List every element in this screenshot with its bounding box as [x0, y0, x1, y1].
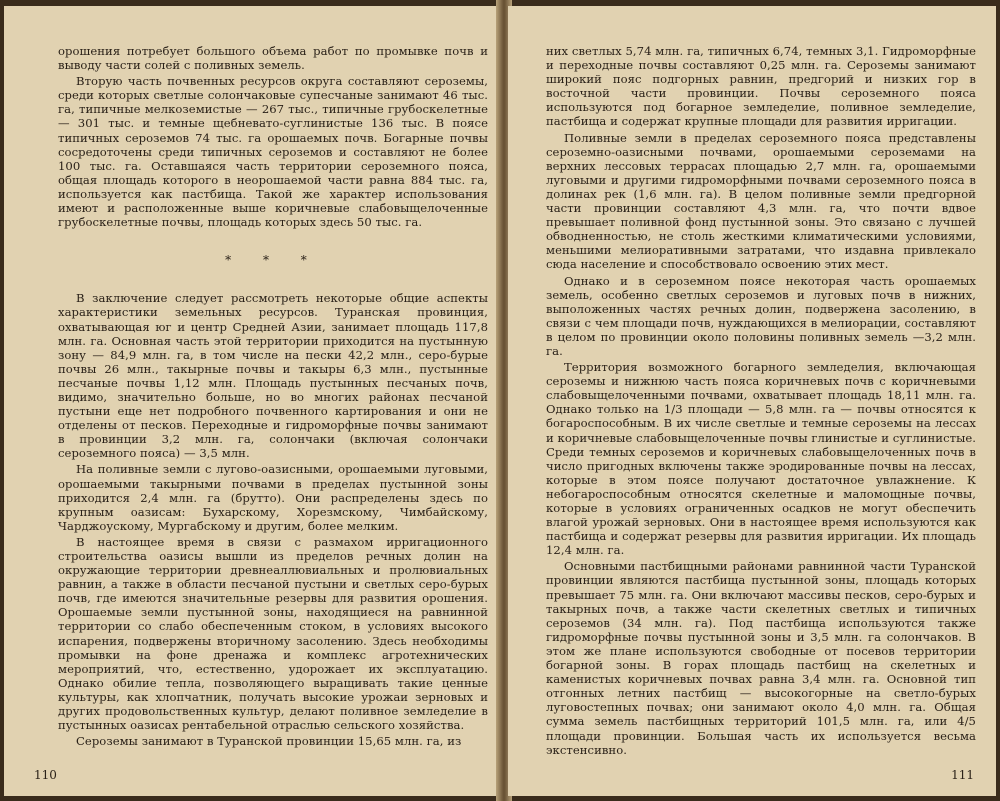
page-number-right: 111	[951, 768, 974, 782]
paragraph: На поливные земли с лугово-оазисными, орошаемыми луговыми, орошаемыми такырными почвами в пределах пустынной зоны приходится 2,4 млн. га (брутто). Они распределены здесь по крупным оазисам: Бухарскому, Хорезмскому, Чимбайскому, Чарджоускому, Мургабскому и другим, более мелким.	[58, 462, 488, 533]
left-text-column	[58, 44, 488, 748]
page-number-left: 110	[34, 768, 57, 782]
paragraph: Поливные земли в пределах сероземного пояса представлены сероземно-оазисными почвами, орошаемыми сероземами на верхних лессовых террасах площадью 2,7 млн. га, орошаемыми луговыми и другими гидроморфными почвами сероземного пояса в долинах рек (1,6 млн. га). В целом поливные земли предгорной части провинции составляют 4,3 млн. га, что почти вдвое превышает поливной фонд пустынной зоны. Это связано с лучшей обводненностью, не столь жесткими климатическими условиями, меньшими мелиоративными затратами, что издавна привлекало сюда население и способствовало освоению этих мест.	[546, 130, 976, 272]
section-divider: * * *	[225, 253, 321, 268]
left-page	[4, 6, 500, 796]
right-text-column	[546, 44, 976, 757]
paragraph: Вторую часть почвенных ресурсов округа составляют сероземы, среди которых светлые солончаковые супесчаные занимают 46 тыс. га, типичные мелкоземистые — 267 тыс., типичные грубоскелетные — 301 тыс. и темные щебневато-суглинистые 136 тыс. В поясе типичных сероземов 74 тыс. га орошаемых почв. Богарные почвы сосредоточены среди типичных сероземов и составляют не более 100 тыс. га. Оставшаяся часть территории сероземного пояса, общая площадь которого в неорошаемой части равна 884 тыс. га, используется как пастбища. Такой же характер использования имеют и расположенные выше коричневые слабовыщелоченные грубоскелетные почвы, площадь которых здесь 50 тыс. га.	[58, 74, 488, 230]
paragraph: Основными пастбищными районами равнинной части Туранской провинции являются пастбища пустынной зоны, площадь которых превышает 75 млн. га. Они включают массивы песков, серо-бурых и такырных почв, а также части скелетных светлых и типичных сероземов (34 млн. га). Под пастбища используются также гидроморфные почвы пустынной зоны и 3,5 млн. га солончаков. В этом же плане используются свободные от посевов территории богарной зоны. В горах площадь пастбищ на скелетных и каменистых коричневых почвах равна 3,4 млн. га. Основной тип отгонных летних пастбищ — высокогорные на светло-бурых луговостепных почвах; они занимают около 4,0 млн. га. Общая сумма земель пастбищных территорий 101,5 млн. га, или 4/5 площади провинции. Большая часть их используется весьма экстенсивно.	[546, 559, 976, 757]
paragraph: Территория возможного богарного земледелия, включающая сероземы и нижнюю часть пояса коричневых почв с коричневыми слабовыщелоченными почвами, охватывает площадь 18,11 млн. га. Однако только на 1/3 площади — 5,8 млн. га — почвы относятся к богароспособным. В их числе светлые и темные сероземы на лессах и коричневые слабовыщелоченные почвы глинистые и суглинистые. Среди темных сероземов и коричневых слабовыщелоченных почв в число пригодных включены также эродированные почвы на лессах, которые в этом поясе получают достаточное увлажнение. К небогароспособным относятся скелетные и маломощные почвы, которые в условиях ограниченных осадков не могут обеспечить влагой урожай зерновых. Они в настоящее время используются как пастбища и содержат резервы для развития ирригации. Их площадь 12,4 млн. га.	[546, 360, 976, 558]
paragraph: В настоящее время в связи с размахом ирригационного строительства оазисы вышли из пределов речных долин на окружающие территории древнеаллювиальных и пролювиальных равнин, а также в области песчаной пустыни и светлых серо-бурых почв, где имеются значительные резервы для развития орошения. Орошаемые земли пустынной зоны, находящиеся на равнинной территории со слабо обеспеченным стоком, в условиях высокого испарения, подвержены вторичному засолению. Здесь необходимы промывки на фоне дренажа и комплекс агротехнических мероприятий, что, естественно, удорожает их эксплуатацию. Однако обилие тепла, позволяющего выращивать такие ценные культуры, как хлопчатник, получать высокие урожаи зерновых и других продовольственных культур, делают поливное земледелие в пустынных оазисах рентабельной отраслью сельского хозяйства.	[58, 534, 488, 733]
paragraph: В заключение следует рассмотреть некоторые общие аспекты характеристики земельных ресурсов. Туранская провинция, охватывающая юг и центр Средней Азии, занимает площадь 117,8 млн. га. Основная часть этой территории приходится на пустынную зону — 84,9 млн. га, в том числе на пески 42,2 млн., серо-бурые почвы 26 млн., такырные почвы и такыры 6,3 млн., пустынные песчаные почвы 1,12 млн. Площадь пустынных песчаных почв, видимо, значительно больше, но во многих районах песчаной пустыни еще нет подробного почвенного картирования и они не отделены от песков. Переходные и гидроморфные почвы занимают в провинции 3,2 млн. га, солончаки (включая солончаки сероземного пояса) — 3,5 млн.	[58, 291, 488, 461]
paragraph: Сероземы занимают в Туранской провинции 15,65 млн. га, из	[76, 734, 462, 749]
right-page	[508, 6, 996, 796]
paragraph: орошения потребует большого объема работ по промывке почв и выводу части солей с поливных земель.	[58, 44, 488, 73]
paragraph: них светлых 5,74 млн. га, типичных 6,74, темных 3,1. Гидроморфные и переходные почвы составляют 0,25 млн. га. Сероземы занимают широкий пояс подгорных равнин, предгорий и низких гор в восточной части провинции. Почвы сероземного пояса используются под богарное земледелие, поливное земледелие, пастбища и содержат крупные площади для развития ирригации.	[546, 44, 976, 129]
paragraph: Однако и в сероземном поясе некоторая часть орошаемых земель, особенно светлых сероземов и луговых почв в нижних, выположенных частях речных долин, подвержена засолению, в связи с чем площади почв, нуждающихся в мелиорации, составляют в целом по провинции около половины поливных земель —3,2 млн. га.	[546, 273, 976, 358]
